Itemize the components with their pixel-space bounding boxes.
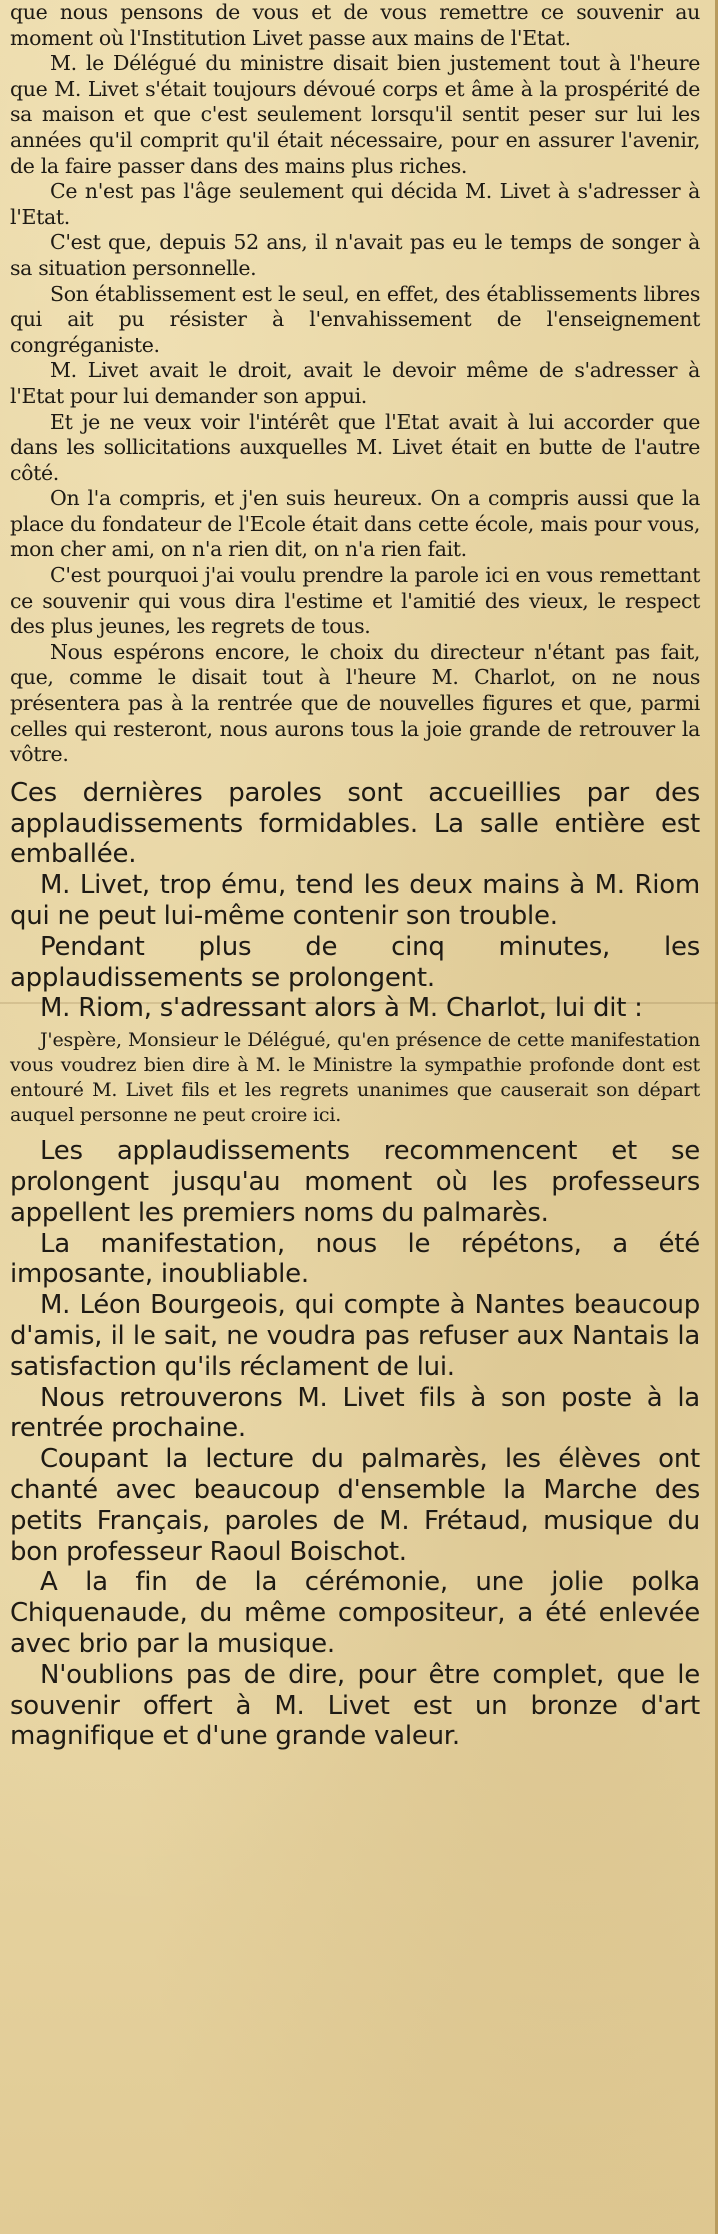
paragraph: La manifestation, nous le répétons, a été imposante, inoubliable. <box>10 1228 700 1290</box>
paragraph: Ces dernières paroles sont accueillies par des applaudissements formidables. La salle entière est emballée. <box>10 777 700 870</box>
paragraph: Pendant plus de cinq minutes, les applaudissements se prolongent. <box>10 931 700 993</box>
article-column <box>10 0 700 1752</box>
paragraph: Coupant la lecture du palmarès, les élèves ont chanté avec beaucoup d'ensemble la Marche des petits Français, paroles de M. Frétaud, musique du bon professeur Raoul Boischot. <box>10 1444 700 1567</box>
paragraph: N'oublions pas de dire, pour être complet, que le souvenir offert à M. Livet est un bronze d'art magnifique et d'une grande valeur. <box>10 1659 700 1752</box>
paragraph: que nous pensons de vous et de vous remettre ce souvenir au moment où l'Institution Livet passe aux mains de l'Etat. <box>10 0 700 50</box>
paragraph: Nous retrouverons M. Livet fils à son poste à la rentrée prochaine. <box>10 1382 700 1444</box>
quote-paragraph: J'espère, Monsieur le Délégué, qu'en présence de cette manifestation vous voudrez bien dire à M. le Ministre la sympathie profonde dont est entouré M. Livet fils et les regrets unanimes que causerait son départ auquel personne ne peut croire ici. <box>10 1029 700 1127</box>
paragraph: M. Riom, s'adressant alors à M. Charlot, lui dit : <box>40 993 643 1024</box>
paragraph: M. Léon Bourgeois, qui compte à Nantes beaucoup d'amis, il le sait, ne voudra pas refuser aux Nantais la satisfaction qu'ils réclament de lui. <box>10 1290 700 1382</box>
paragraph: Et je ne veux voir l'intérêt que l'Etat avait à lui accorder que dans les sollicitations auxquelles M. Livet était en butte de l'autre côté. <box>10 409 700 485</box>
paragraph: Ce n'est pas l'âge seulement qui décida M. Livet à s'adresser à l'Etat. <box>10 179 700 229</box>
quoted-speech <box>10 1028 700 1128</box>
paragraph: C'est que, depuis 52 ans, il n'avait pas eu le temps de songer à sa situation personnelle. <box>10 230 700 280</box>
paragraph: Les applaudissements recommencent et se prolongent jusqu'au moment où les professeurs appellent les premiers noms du palmarès. <box>10 1136 700 1228</box>
paragraph: Son établissement est le seul, en effet, des établissements libres qui ait pu résister à l'envahissement de l'enseignement congréganiste. <box>10 281 700 357</box>
paragraph: M. Livet, trop ému, tend les deux mains à M. Riom qui ne peut lui-même contenir son trouble. <box>10 870 700 931</box>
speech-section <box>10 0 700 768</box>
paragraph: A la fin de la cérémonie, une jolie polka Chiquenaude, du même compositeur, a été enlevée avec brio par la musique. <box>10 1567 700 1659</box>
narrative-section-2 <box>10 1136 700 1752</box>
paragraph: On l'a compris, et j'en suis heureux. On a compris aussi que la place du fondateur de l'Ecole était dans cette école, mais pour vous, mon cher ami, on n'a rien dit, on n'a rien fait. <box>10 486 700 562</box>
paragraph: C'est pourquoi j'ai voulu prendre la parole ici en vous remettant ce souvenir qui vous dira l'estime et l'amitié des vieux, le respect des plus jeunes, les regrets de tous. <box>10 563 700 639</box>
paragraph: M. Livet avait le droit, avait le devoir même de s'adresser à l'Etat pour lui demander son appui. <box>10 358 700 408</box>
narrative-section-1 <box>10 778 700 1024</box>
paragraph: M. le Délégué du ministre disait bien justement tout à l'heure que M. Livet s'était toujours dévoué corps et âme à la prospérité de sa maison et que c'est seulement lorsqu'il sentit peser sur lui les années qu'il comprit qu'il était nécessaire, pour en assurer l'avenir, de la faire passer dans des mains plus riches. <box>10 51 700 178</box>
paragraph: Nous espérons encore, le choix du directeur n'étant pas fait, que, comme le disait tout à l'heure M. Charlot, on ne nous présentera pas à la rentrée que de nouvelles figures et que, parmi celles qui resteront, nous aurons tous la joie grande de retrouver la vôtre. <box>10 639 700 767</box>
